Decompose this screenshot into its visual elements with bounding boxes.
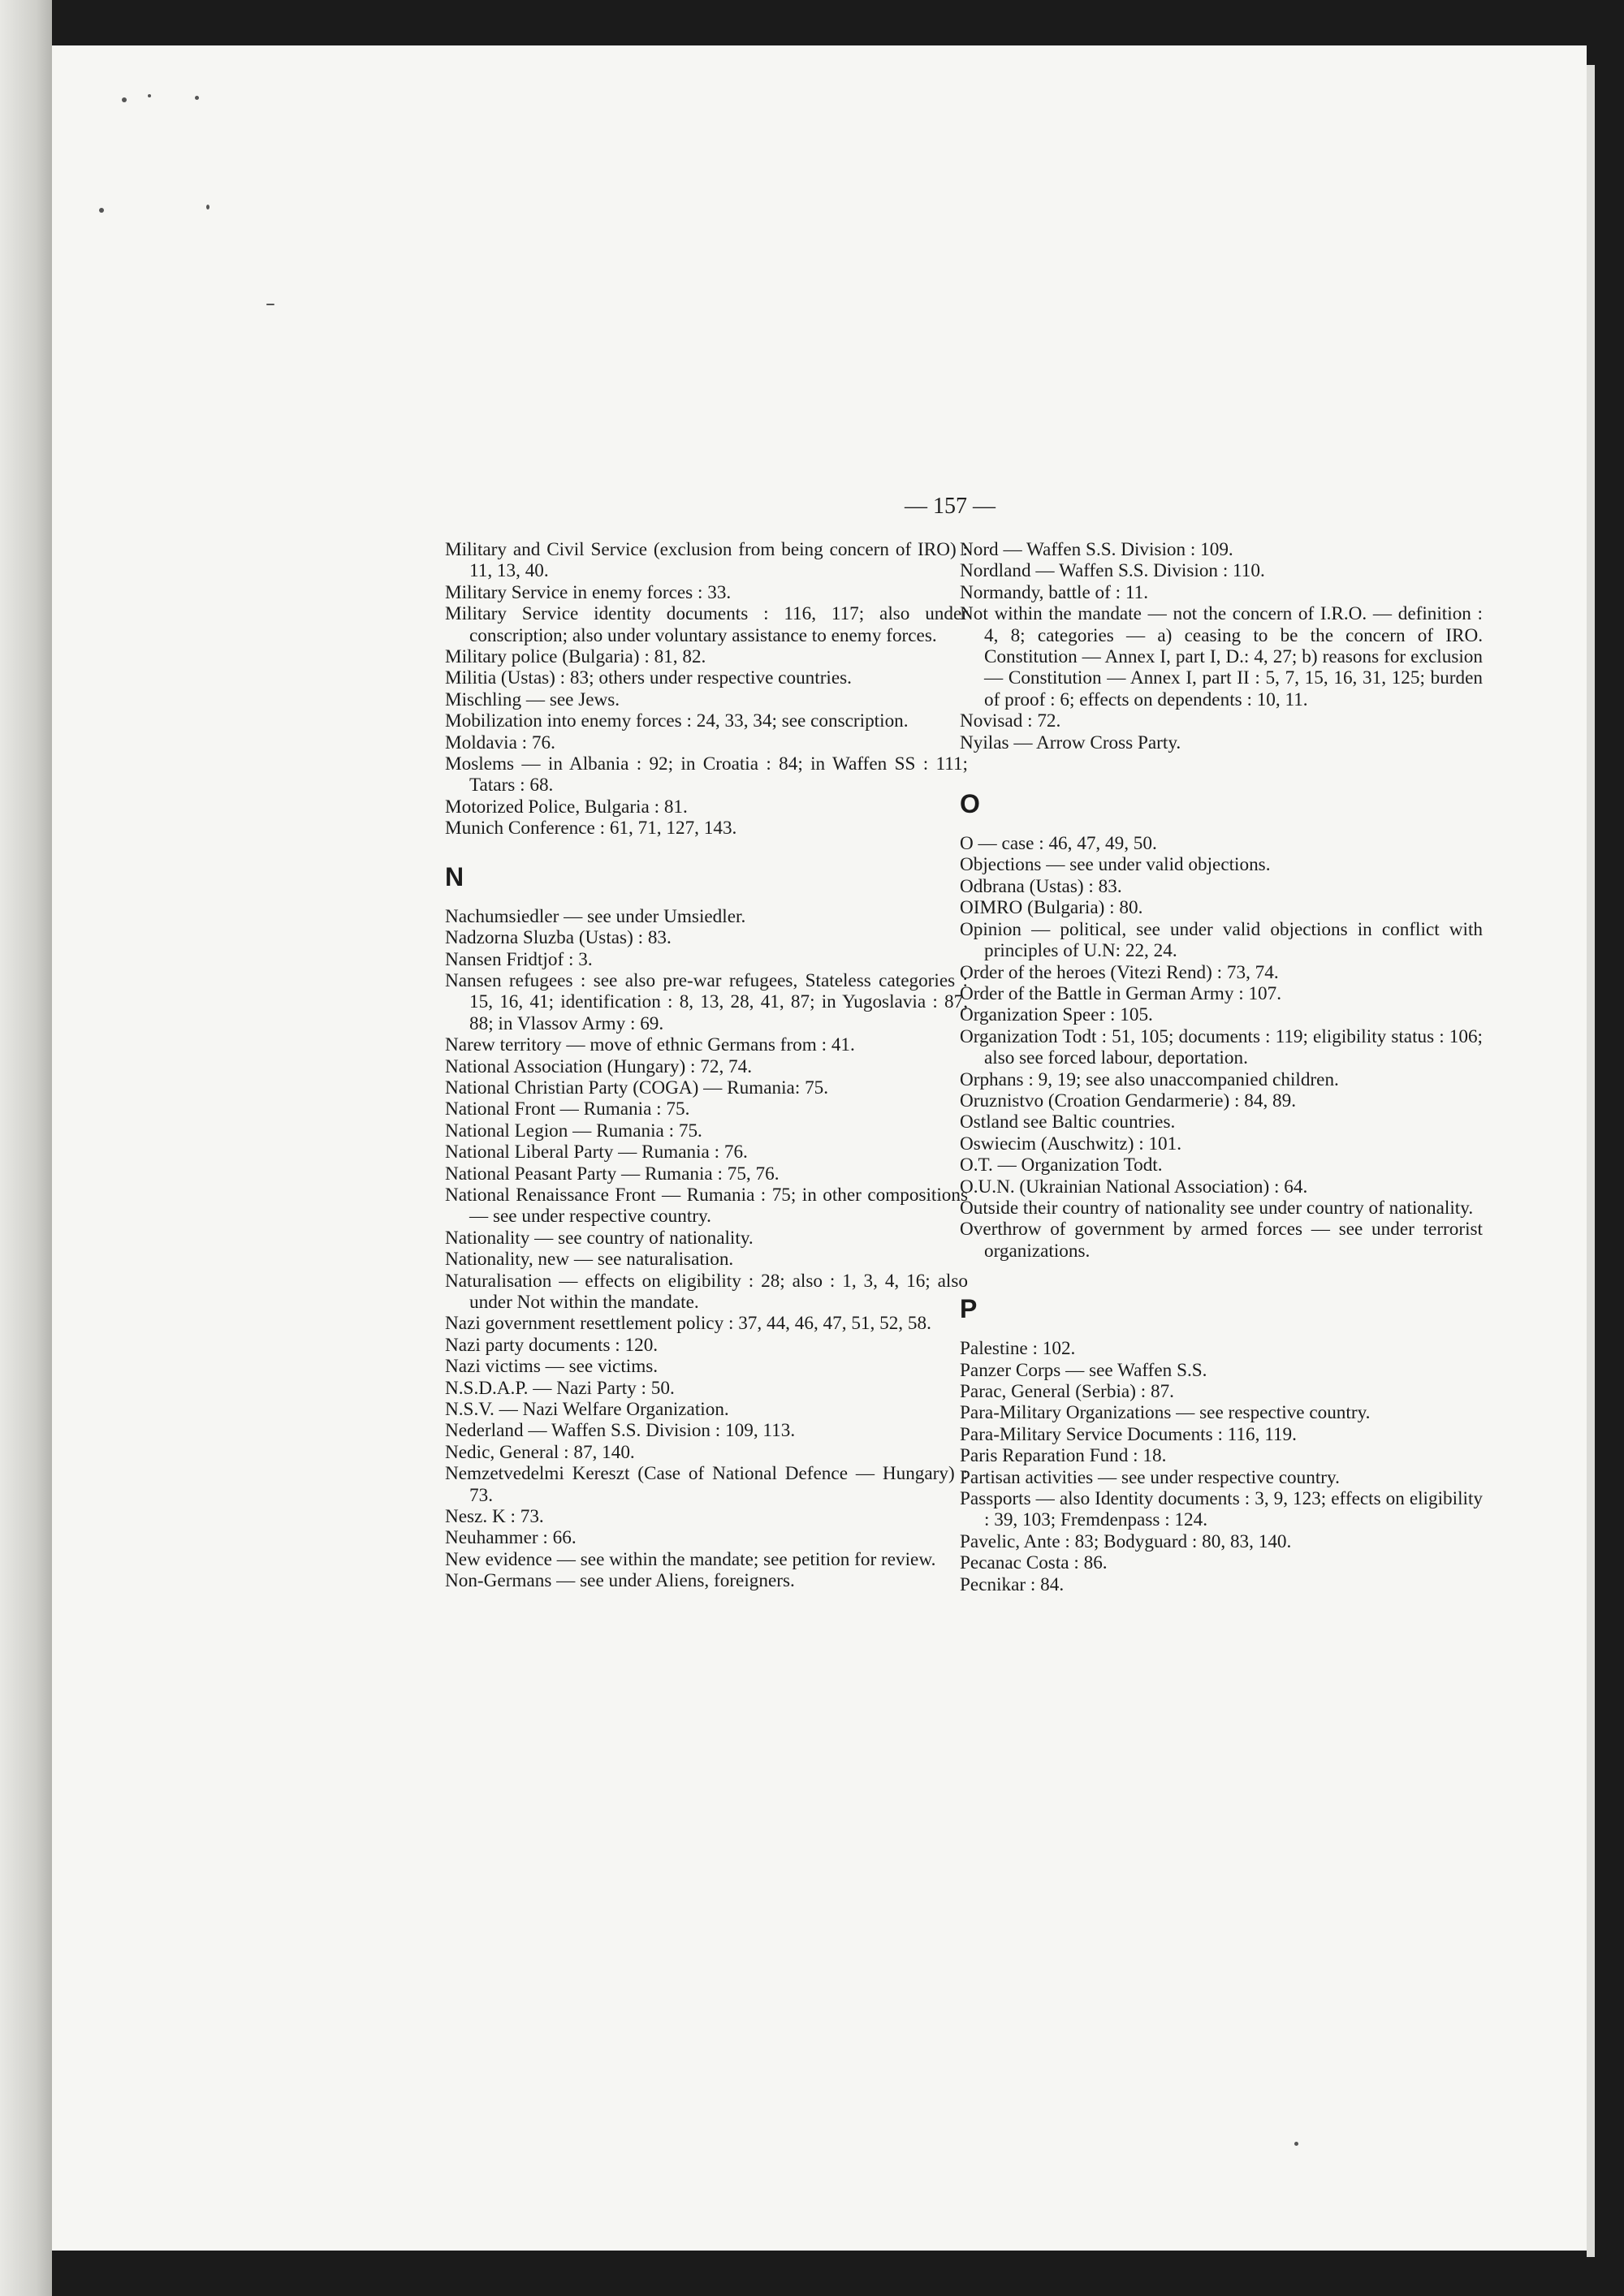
index-entry: Oruznistvo (Croation Gendarmerie) : 84, 89. xyxy=(960,1090,1297,1111)
index-entry: Nationality — see country of nationality. xyxy=(445,1227,754,1249)
index-entry: O.T. — Organization Todt. xyxy=(960,1154,1163,1176)
index-entry: Para-Military Organizations — see respective country. xyxy=(960,1402,1371,1424)
index-column-right xyxy=(960,539,1483,1595)
page-number: — 157 — xyxy=(905,494,996,519)
index-entry: Pecnikar : 84. xyxy=(960,1573,1065,1595)
index-entries-n-continued xyxy=(960,539,1483,753)
index-entry: Not within the mandate — not the concern of I.R.O. — definition : 4, 8; categories — a) ceasing to be the concern of IRO. Constitution — Annex I, part I, D.: 4, 27; b) reasons for exclusion — Constitution — Annex I, part II : 5, 7, 15, 16, 31, 125; burden of proof : 6; effects on dependents : 10, 11. xyxy=(960,603,1483,710)
index-entry: N.S.V. — Nazi Welfare Organization. xyxy=(445,1399,729,1421)
index-entry: Munich Conference : 61, 71, 127, 143. xyxy=(445,818,737,839)
index-entry: Moslems — in Albania : 92; in Croatia : 84; in Waffen SS : 111; Tatars : 68. xyxy=(445,753,968,796)
index-entry: Order of the Battle in German Army : 107. xyxy=(960,982,1282,1004)
index-entry: Military police (Bulgaria) : 81, 82. xyxy=(445,646,706,668)
index-entry: Nazi victims — see victims. xyxy=(445,1356,659,1378)
paper-speck xyxy=(206,205,209,209)
index-entry: Pecanac Costa : 86. xyxy=(960,1552,1108,1574)
section-letter-p: P xyxy=(960,1294,978,1324)
index-entry: National Liberal Party — Rumania : 76. xyxy=(445,1142,748,1163)
index-entry: O — case : 46, 47, 49, 50. xyxy=(960,833,1157,855)
paper-speck xyxy=(99,208,104,213)
index-entry: Orphans : 9, 19; see also unaccompanied children. xyxy=(960,1068,1339,1090)
index-entry: Opinion — political, see under valid objections in conflict with principles of U.N: 22, 24. xyxy=(960,918,1483,962)
index-entry: National Peasant Party — Rumania : 75, 76. xyxy=(445,1163,780,1185)
index-entry: Overthrow of government by armed forces — see under terrorist organizations. xyxy=(960,1219,1483,1262)
index-entry: Partisan activities — see under respective country. xyxy=(960,1466,1340,1488)
paper-speck xyxy=(122,97,127,102)
index-entry: National Front — Rumania : 75. xyxy=(445,1098,690,1120)
index-entry: Panzer Corps — see Waffen S.S. xyxy=(960,1359,1207,1381)
index-entry: Outside their country of nationality see under country of nationality. xyxy=(960,1197,1474,1219)
paper-speck xyxy=(148,94,151,97)
index-entry: Nordland — Waffen S.S. Division : 110. xyxy=(960,560,1265,582)
index-entry: Organization Speer : 105. xyxy=(960,1004,1153,1026)
index-entries-o xyxy=(960,833,1483,1262)
index-entry: Narew territory — move of ethnic Germans from : 41. xyxy=(445,1034,855,1056)
index-entry: O.U.N. (Ukrainian National Association) : 64. xyxy=(960,1176,1308,1198)
index-entries-p xyxy=(960,1338,1483,1595)
book-spine-shadow xyxy=(0,0,52,2296)
index-entry: Odbrana (Ustas) : 83. xyxy=(960,875,1122,897)
index-entry: Neuhammer : 66. xyxy=(445,1527,577,1549)
index-entry: Nord — Waffen S.S. Division : 109. xyxy=(960,539,1233,560)
page-edge xyxy=(1587,65,1595,2257)
index-entry: Palestine : 102. xyxy=(960,1338,1076,1360)
index-entry: Nemzetvedelmi Kereszt (Case of National Defence — Hungary) : 73. xyxy=(445,1463,968,1506)
index-entry: Organization Todt : 51, 105; documents : 119; eligibility status : 106; also see forced labour, deportation. xyxy=(960,1025,1483,1069)
index-entry: National Christian Party (COGA) — Rumania: 75. xyxy=(445,1077,829,1098)
paper-speck xyxy=(195,96,199,100)
index-entry: Para-Military Service Documents : 116, 119. xyxy=(960,1423,1297,1445)
index-entry: Parac, General (Serbia) : 87. xyxy=(960,1381,1174,1402)
index-entries-n xyxy=(445,906,968,1592)
index-entry: Nachumsiedler — see under Umsiedler. xyxy=(445,905,746,927)
index-entry: Nadzorna Sluzba (Ustas) : 83. xyxy=(445,927,672,949)
paper-speck xyxy=(266,304,274,305)
index-entry: Mobilization into enemy forces : 24, 33, 34; see conscription. xyxy=(445,710,909,732)
section-letter-n: N xyxy=(445,861,464,891)
index-entry: Military and Civil Service (exclusion from being concern of IRO) : 11, 13, 40. xyxy=(445,539,968,582)
index-entry: Nederland — Waffen S.S. Division : 109, 113. xyxy=(445,1420,796,1442)
paper-speck xyxy=(1294,2142,1298,2146)
index-entry: Nazi party documents : 120. xyxy=(445,1334,659,1356)
index-entry: Militia (Ustas) : 83; others under respective countries. xyxy=(445,667,852,689)
index-entry: Nansen Fridtjof : 3. xyxy=(445,948,593,970)
index-entry: Order of the heroes (Vitezi Rend) : 73, 74. xyxy=(960,961,1279,983)
index-entry: Military Service identity documents : 116, 117; also under conscription; also under voluntary assistance to enemy forces. xyxy=(445,603,968,646)
index-entry: Nedic, General : 87, 140. xyxy=(445,1441,635,1463)
index-entry: Paris Reparation Fund : 18. xyxy=(960,1445,1167,1467)
index-entry: Non-Germans — see under Aliens, foreigners. xyxy=(445,1570,795,1592)
index-entry: Nesz. K : 73. xyxy=(445,1506,544,1528)
index-entry: National Association (Hungary) : 72, 74. xyxy=(445,1055,753,1077)
index-entry: Objections — see under valid objections. xyxy=(960,854,1271,876)
index-entry: Naturalisation — effects on eligibility : 28; also : 1, 3, 4, 16; also under Not within the mandate. xyxy=(445,1270,968,1313)
index-entry: Mischling — see Jews. xyxy=(445,688,620,710)
index-entries-m xyxy=(445,539,968,839)
index-entry: Moldavia : 76. xyxy=(445,732,555,753)
index-entry: Oswiecim (Auschwitz) : 101. xyxy=(960,1133,1182,1154)
section-letter-o: O xyxy=(960,789,980,819)
index-entry: National Renaissance Front — Rumania : 75; in other compositions — see under respective country. xyxy=(445,1184,968,1228)
index-entry: Pavelic, Ante : 83; Bodyguard : 80, 83, 140. xyxy=(960,1530,1292,1552)
index-entry: N.S.D.A.P. — Nazi Party : 50. xyxy=(445,1377,675,1399)
index-entry: Novisad : 72. xyxy=(960,710,1061,732)
index-entry: OIMRO (Bulgaria) : 80. xyxy=(960,897,1143,919)
index-entry: Motorized Police, Bulgaria : 81. xyxy=(445,796,688,818)
index-entry: New evidence — see within the mandate; see petition for review. xyxy=(445,1548,936,1570)
index-entry: Nazi government resettlement policy : 37, 44, 46, 47, 51, 52, 58. xyxy=(445,1313,931,1335)
index-entry: Normandy, battle of : 11. xyxy=(960,581,1149,603)
index-entry: Nyilas — Arrow Cross Party. xyxy=(960,732,1181,753)
index-entry: Military Service in enemy forces : 33. xyxy=(445,581,732,603)
index-entry: Passports — also Identity documents : 3, 9, 123; effects on eligibility : 39, 103; Fremdenpass : 124. xyxy=(960,1488,1483,1531)
index-entry: Ostland see Baltic countries. xyxy=(960,1111,1176,1133)
index-entry: National Legion — Rumania : 75. xyxy=(445,1120,702,1142)
index-entry: Nationality, new — see naturalisation. xyxy=(445,1249,734,1271)
index-column-left xyxy=(445,539,968,1592)
index-entry: Nansen refugees : see also pre-war refugees, Stateless categories : 15, 16, 41; identification : 8, 13, 28, 41, 87; in Yugoslavia : 87, 88; in Vlassov Army : 69. xyxy=(445,969,968,1034)
